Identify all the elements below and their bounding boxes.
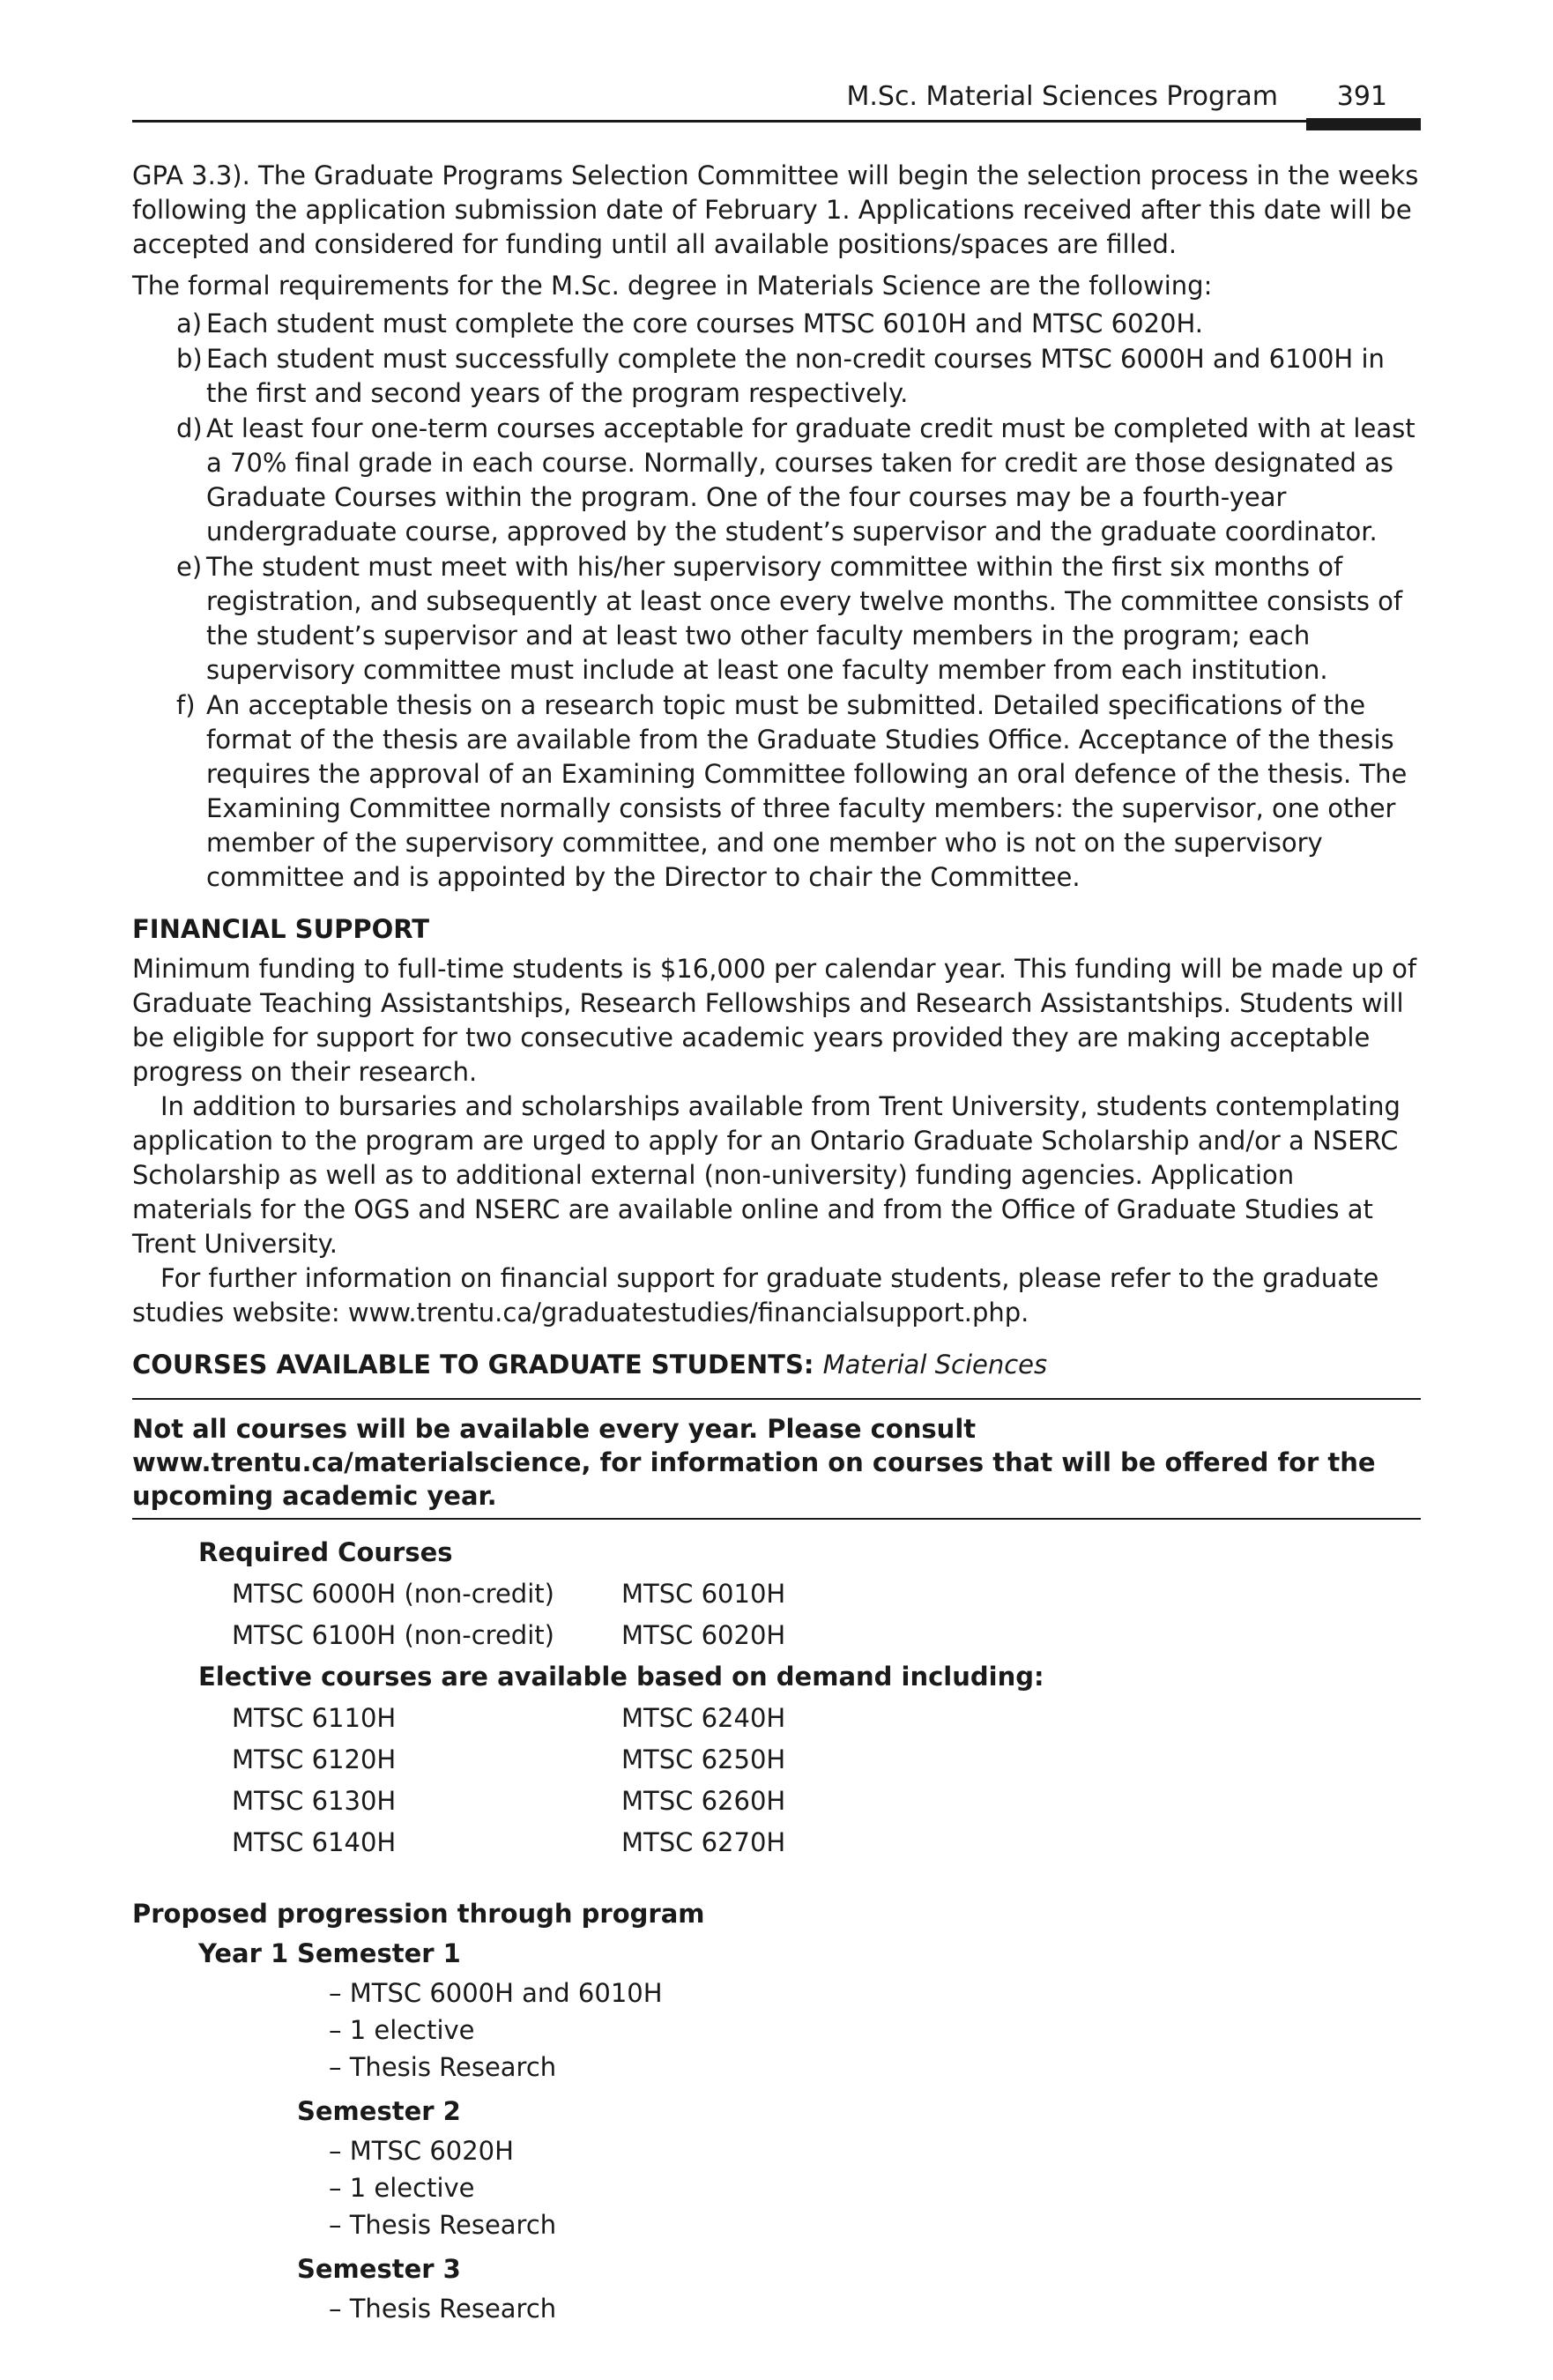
list-item: – MTSC 6020H — [329, 2136, 514, 2166]
progression-heading: Proposed progression through program — [132, 1899, 705, 1929]
course-code: MTSC 6270H — [621, 1827, 786, 1857]
semester-items — [297, 2132, 1421, 2243]
courses-subject: Material Sciences — [822, 1350, 1048, 1380]
required-courses-heading: Required Courses — [198, 1537, 453, 1567]
body-text — [132, 159, 1421, 2327]
course-code: MTSC 6000H (non-credit) — [232, 1579, 554, 1609]
list-item: – 1 elective — [329, 2015, 475, 2045]
semester-items — [297, 2290, 1421, 2327]
year-label: Year 1 — [198, 1938, 289, 1968]
requirements-list — [132, 307, 1421, 895]
list-item: – Thesis Research — [329, 2210, 557, 2240]
list-item: – Thesis Research — [329, 2294, 557, 2324]
financial-paragraph: Minimum funding to full-time students is $16,000 per calendar year. This funding will be made up of Graduate Teaching Assistantships, Research Fellowships and Research Assistantships. Students will be eligible for support for two consecutive academic years provided they are making acceptable progress on their research. — [132, 954, 1417, 1087]
course-code: MTSC 6260H — [621, 1786, 786, 1816]
course-code: MTSC 6130H — [232, 1786, 397, 1816]
header-tab-bar — [1306, 118, 1421, 130]
course-code: MTSC 6020H — [621, 1620, 786, 1650]
elective-courses-heading: Elective courses are available based on demand including: — [198, 1662, 1044, 1692]
course-listing — [198, 1536, 1421, 1860]
list-item: d) At least four one-term courses acceptable for graduate credit must be completed with at least a 70% final grade in each course. Normally, courses taken for credit are those designated as Graduate Courses within the program. One of the four courses may be a fourth-year undergraduate course, approved by the student’s supervisor and the graduate coordinator. — [176, 413, 1416, 547]
list-item: e) The student must meet with his/her supervisory committee within the first six months of registration, and subsequently at least once every twelve months. The committee consists of the student’s supervisor and at least two other faculty members in the program; each supervisory committee must include at least one faculty member from each institution. — [176, 552, 1403, 685]
requirements-lead: The formal requirements for the M.Sc. degree in Materials Science are the following: — [132, 271, 1213, 301]
list-item: a) Each student must complete the core courses MTSC 6010H and MTSC 6020H. — [176, 309, 1203, 338]
running-header — [132, 69, 1421, 122]
list-item: – Thesis Research — [329, 2052, 557, 2082]
courses-heading: COURSES AVAILABLE TO GRADUATE STUDENTS: Material Sciences — [132, 1350, 1048, 1380]
course-code: MTSC 6140H — [232, 1827, 397, 1857]
list-item: – MTSC 6000H and 6010H — [329, 1978, 663, 2008]
semester-title: Semester 1 — [297, 1938, 461, 1968]
availability-notice: Not all courses will be available every year. Please consult www.trentu.ca/materialscience, for information on courses that will be offered for the upcoming academic year. — [132, 1398, 1421, 1520]
progression-section — [132, 1897, 1421, 2327]
course-code: MTSC 6100H (non-credit) — [232, 1620, 554, 1650]
financial-paragraph: In addition to bursaries and scholarships available from Trent University, students contemplating application to the program are urged to apply for an Ontario Graduate Scholarship and/or a NSERC Scholarship as well as to additional external (non-university) funding agencies. Application materials for the OGS and NSERC are available online and from the Office of Graduate Studies at Trent University. — [132, 1091, 1401, 1259]
year-line — [198, 1937, 1421, 1971]
header-title: M.Sc. Material Sciences Program — [846, 81, 1278, 112]
elective-courses-grid — [232, 1701, 1421, 1860]
header-rule — [132, 120, 1421, 123]
course-code: MTSC 6240H — [621, 1703, 786, 1733]
course-code: MTSC 6010H — [621, 1579, 786, 1609]
course-code: MTSC 6110H — [232, 1703, 397, 1733]
semester-block — [297, 1975, 1421, 2327]
list-item: f) An acceptable thesis on a research topic must be submitted. Detailed specifications of the format of the thesis are available from the Graduate Studies Office. Acceptance of the thesis requires the approval of an Examining Committee following an oral defence of the thesis. The Examining Committee normally consists of three faculty members: the supervisor, one other member of the supervisory committee, and one member who is not on the supervisory committee and is appointed by the Director to chair the Committee. — [176, 690, 1408, 892]
financial-support-heading: FINANCIAL SUPPORT — [132, 914, 430, 944]
course-code: MTSC 6250H — [621, 1744, 786, 1774]
financial-paragraph: For further information on financial support for graduate students, please refer to the graduate studies website: www.trentu.ca/graduatestudies/financialsupport.php. — [132, 1263, 1379, 1328]
semester-title: Semester 2 — [297, 2096, 461, 2126]
intro-paragraph: GPA 3.3). The Graduate Programs Selection Committee will begin the selection process in the weeks following the application submission date of February 1. Applications received after this date will be accepted and considered for funding until all available positions/spaces are filled. — [132, 160, 1419, 259]
course-code: MTSC 6120H — [232, 1744, 397, 1774]
semester-items — [297, 1975, 1421, 2086]
semester-title: Semester 3 — [297, 2254, 461, 2284]
page-number: 391 — [1336, 81, 1387, 112]
required-courses-grid — [232, 1577, 1421, 1653]
list-item: – 1 elective — [329, 2173, 475, 2203]
list-item: b) Each student must successfully complete the non-credit courses MTSC 6000H and 6100H in the first and second years of the program respectively. — [176, 344, 1385, 408]
